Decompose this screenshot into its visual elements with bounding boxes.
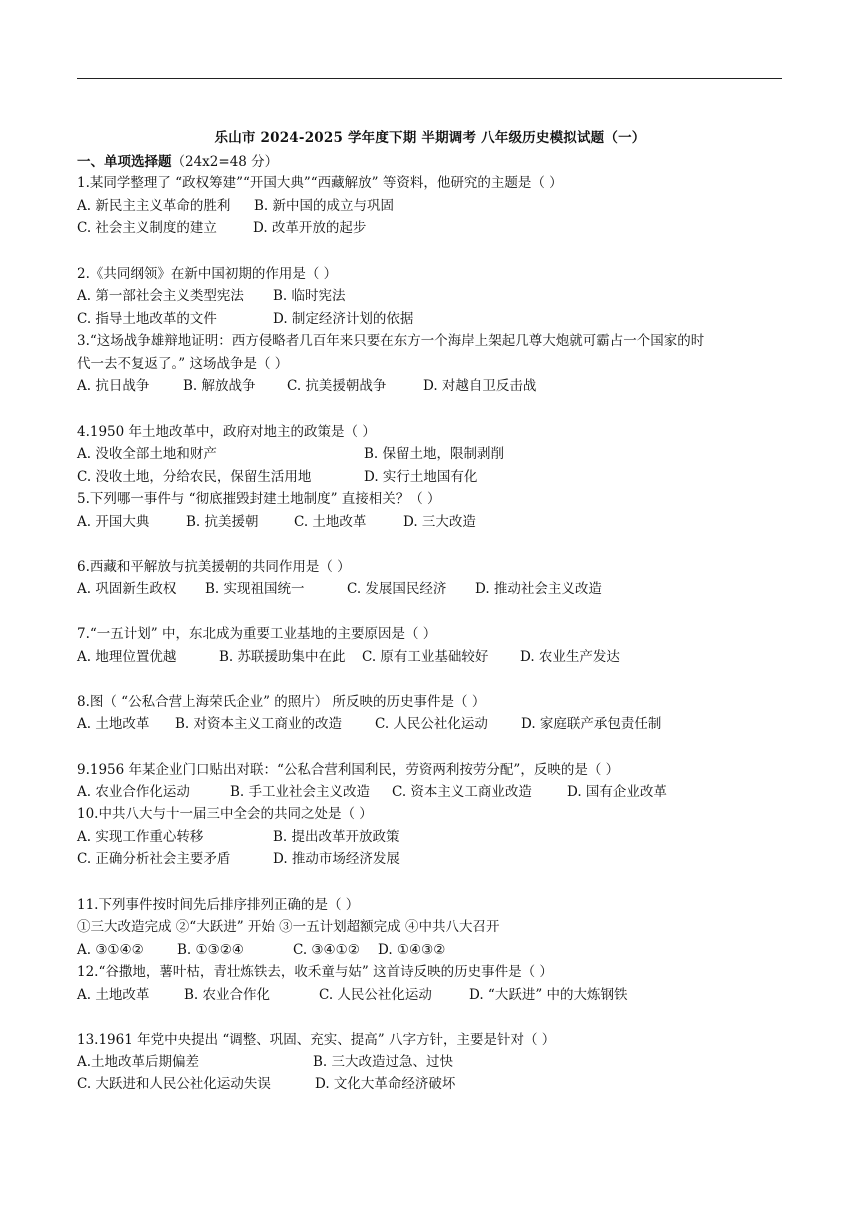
question-stem: 1.某同学整理了 “政权筹建”“开国大典”“西藏解放” 等资料，他研究的主题是（ ） [77, 175, 563, 191]
option: B. 提出改革开放政策 [273, 829, 400, 845]
question-stem: 9.1956 年某企业门口贴出对联：“公私合营利国利民，劳资两利按劳分配”，反映的是（ ） [77, 762, 620, 778]
option: C. 发展国民经济 [347, 581, 447, 597]
option: B. 新中国的成立与巩固 [254, 198, 395, 214]
option: D. 文化大革命经济破坏 [315, 1076, 456, 1092]
option-row [77, 783, 667, 801]
option-row [77, 715, 661, 733]
option: B. 抗美援朝 [186, 514, 259, 530]
question-stem: 12.“谷撒地，薯叶枯，青壮炼铁去，收禾童与姑” 这首诗反映的历史事件是（ ） [77, 964, 553, 980]
option-row [77, 648, 620, 666]
option: A.土地改革后期偏差 [77, 1054, 200, 1070]
option: C. 人民公社化运动 [375, 716, 488, 732]
option: C. 人民公社化运动 [319, 987, 432, 1003]
question-stem: 6.西藏和平解放与抗美援朝的共同作用是（ ） [77, 559, 351, 575]
option-row [77, 219, 366, 237]
option: A. 新民主主义革命的胜利 [77, 198, 231, 214]
option: A. 实现工作重心转移 [77, 829, 204, 845]
option: D. ①④③② [378, 942, 446, 958]
option-row [77, 197, 394, 215]
option: A. 农业合作化运动 [77, 784, 190, 800]
exam-title: 乐山市 2024-2025 学年度下期 半期调考 八年级历史模拟试题（一） [214, 130, 646, 146]
question-stem-continued: ①三大改造完成 ②“大跃进” 开始 ③一五计划超额完成 ④中共八大召开 [77, 919, 500, 935]
option: D. 推动社会主义改造 [475, 581, 602, 597]
option-row [77, 377, 536, 395]
question-stem: 3.“这场战争雄辩地证明：西方侵略者几百年来只要在东方一个海岸上架起几尊大炮就可霸占一个国家的时 [77, 333, 705, 349]
option-row [77, 850, 400, 868]
option: D. 推动市场经济发展 [273, 851, 400, 867]
option: B. 解放战争 [183, 378, 256, 394]
option: D. 改革开放的起步 [253, 220, 367, 236]
option: D. 农业生产发达 [520, 649, 620, 665]
option: D. 对越自卫反击战 [423, 378, 537, 394]
section-score: （24x2=48 分） [171, 154, 279, 170]
option: C. ③④①② [293, 942, 360, 958]
option: C. 原有工业基础较好 [362, 649, 489, 665]
question-stem: 7.“一五计划” 中，东北成为重要工业基地的主要原因是（ ） [77, 626, 437, 642]
option: C. 资本主义工商业改造 [392, 784, 532, 800]
option: A. 开国大典 [77, 514, 150, 530]
option: D. 制定经济计划的依据 [273, 311, 414, 327]
option-row [77, 986, 628, 1004]
header-rule [77, 78, 782, 79]
option-row [77, 513, 476, 531]
option: B. 手工业社会主义改造 [230, 784, 371, 800]
option: C. 没收土地，分给农民，保留生活用地 [77, 469, 312, 485]
option: A. 抗日战争 [77, 378, 150, 394]
question-stem: 8.图（ “公私合营上海荣氏企业” 的照片） 所反映的历史事件是（ ） [77, 694, 486, 710]
option: C. 抗美援朝战争 [287, 378, 387, 394]
option: A. 地理位置优越 [77, 649, 177, 665]
section-heading [77, 150, 278, 170]
option-row [77, 310, 413, 328]
question-stem: 10.中共八大与十一届三中全会的共同之处是（ ） [77, 806, 373, 822]
option-row [77, 468, 477, 486]
option: A. 土地改革 [77, 987, 150, 1003]
question-stem: 13.1961 年党中央提出 “调整、巩固、充实、提高” 八字方针，主要是针对（ ） [77, 1032, 556, 1048]
question-stem: 5.下列哪一事件与 “彻底摧毁封建土地制度” 直接相关？（ ） [77, 491, 441, 507]
option-row [77, 1053, 453, 1071]
option: B. 临时宪法 [273, 288, 346, 304]
option: C. 指导土地改革的文件 [77, 311, 217, 327]
option: B. ①③②④ [177, 942, 244, 958]
option-row [77, 580, 602, 598]
question-stem: 2.《共同纲领》在新中国初期的作用是（ ） [77, 266, 338, 282]
option: A. 没收全部土地和财产 [77, 446, 217, 462]
option: A. 巩固新生政权 [77, 581, 177, 597]
option: B. 保留土地，限制剥削 [364, 446, 505, 462]
option-row [77, 941, 445, 959]
option-row [77, 445, 504, 463]
option: D. 国有企业改革 [567, 784, 667, 800]
option: B. 农业合作化 [184, 987, 271, 1003]
option: A. 土地改革 [77, 716, 150, 732]
option: B. 实现祖国统一 [205, 581, 305, 597]
question-stem: 11.下列事件按时间先后排序排列正确的是（ ） [77, 897, 360, 913]
question-stem-continued: 代一去不复返了。” 这场战争是（ ） [77, 356, 289, 372]
option: D. “大跃进” 中的大炼钢铁 [469, 987, 628, 1003]
option: D. 实行土地国有化 [364, 469, 478, 485]
option: B. 对资本主义工商业的改造 [175, 716, 343, 732]
option: A. ③①④② [77, 942, 144, 958]
option: B. 苏联援助集中在此 [219, 649, 346, 665]
option: D. 三大改造 [403, 514, 476, 530]
option-row [77, 828, 400, 846]
section-heading-label: 一、单项选择题 [77, 154, 172, 170]
option: A. 第一部社会主义类型宪法 [77, 288, 244, 304]
option: C. 社会主义制度的建立 [77, 220, 217, 236]
option-row [77, 287, 346, 305]
question-stem: 4.1950 年土地改革中，政府对地主的政策是（ ） [77, 424, 376, 440]
option: D. 家庭联产承包责任制 [521, 716, 662, 732]
option: B. 三大改造过急、过快 [313, 1054, 454, 1070]
option: C. 正确分析社会主要矛盾 [77, 851, 231, 867]
option: C. 大跃进和人民公社化运动失误 [77, 1076, 271, 1092]
option: C. 土地改革 [294, 514, 367, 530]
option-row [77, 1075, 455, 1093]
